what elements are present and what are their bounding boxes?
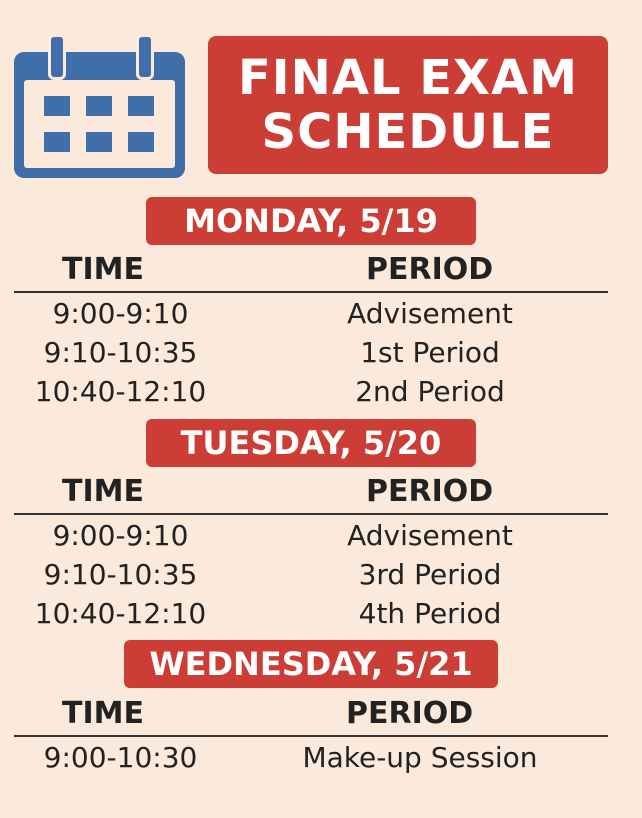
calendar-ring-right (136, 34, 154, 80)
day-heading-monday: MONDAY, 5/19 (146, 197, 476, 245)
day-heading-wednesday: WEDNESDAY, 5/21 (124, 640, 498, 688)
column-header-period: PERIOD (346, 696, 474, 731)
row-time: 10:40-12:10 (34, 597, 207, 630)
row-time: 9:10-10:35 (43, 336, 198, 369)
calendar-icon (14, 52, 185, 178)
divider (14, 735, 608, 737)
row-period: 2nd Period (355, 375, 505, 408)
day-heading-tuesday: TUESDAY, 5/20 (146, 419, 476, 467)
column-header-time: TIME (62, 252, 144, 287)
divider (14, 291, 608, 293)
row-time: 9:00-10:30 (43, 741, 198, 774)
header (0, 0, 642, 185)
row-time: 9:00-9:10 (52, 519, 189, 552)
row-period: 3rd Period (358, 558, 502, 591)
calendar-ring-left (48, 34, 66, 80)
row-time: 10:40-12:10 (34, 375, 207, 408)
row-period: 1st Period (360, 336, 500, 369)
column-header-time: TIME (62, 696, 144, 731)
row-period: Advisement (347, 519, 513, 552)
column-header-period: PERIOD (366, 252, 494, 287)
column-header-time: TIME (62, 474, 144, 509)
row-period: Make-up Session (302, 741, 538, 774)
row-time: 9:10-10:35 (43, 558, 198, 591)
row-time: 9:00-9:10 (52, 297, 189, 330)
title-line-1: FINAL EXAM (238, 50, 578, 106)
divider (14, 513, 608, 515)
row-period: Advisement (347, 297, 513, 330)
title-line-2: SCHEDULE (261, 104, 555, 160)
row-period: 4th Period (358, 597, 502, 630)
title-banner (208, 36, 608, 174)
column-header-period: PERIOD (366, 474, 494, 509)
